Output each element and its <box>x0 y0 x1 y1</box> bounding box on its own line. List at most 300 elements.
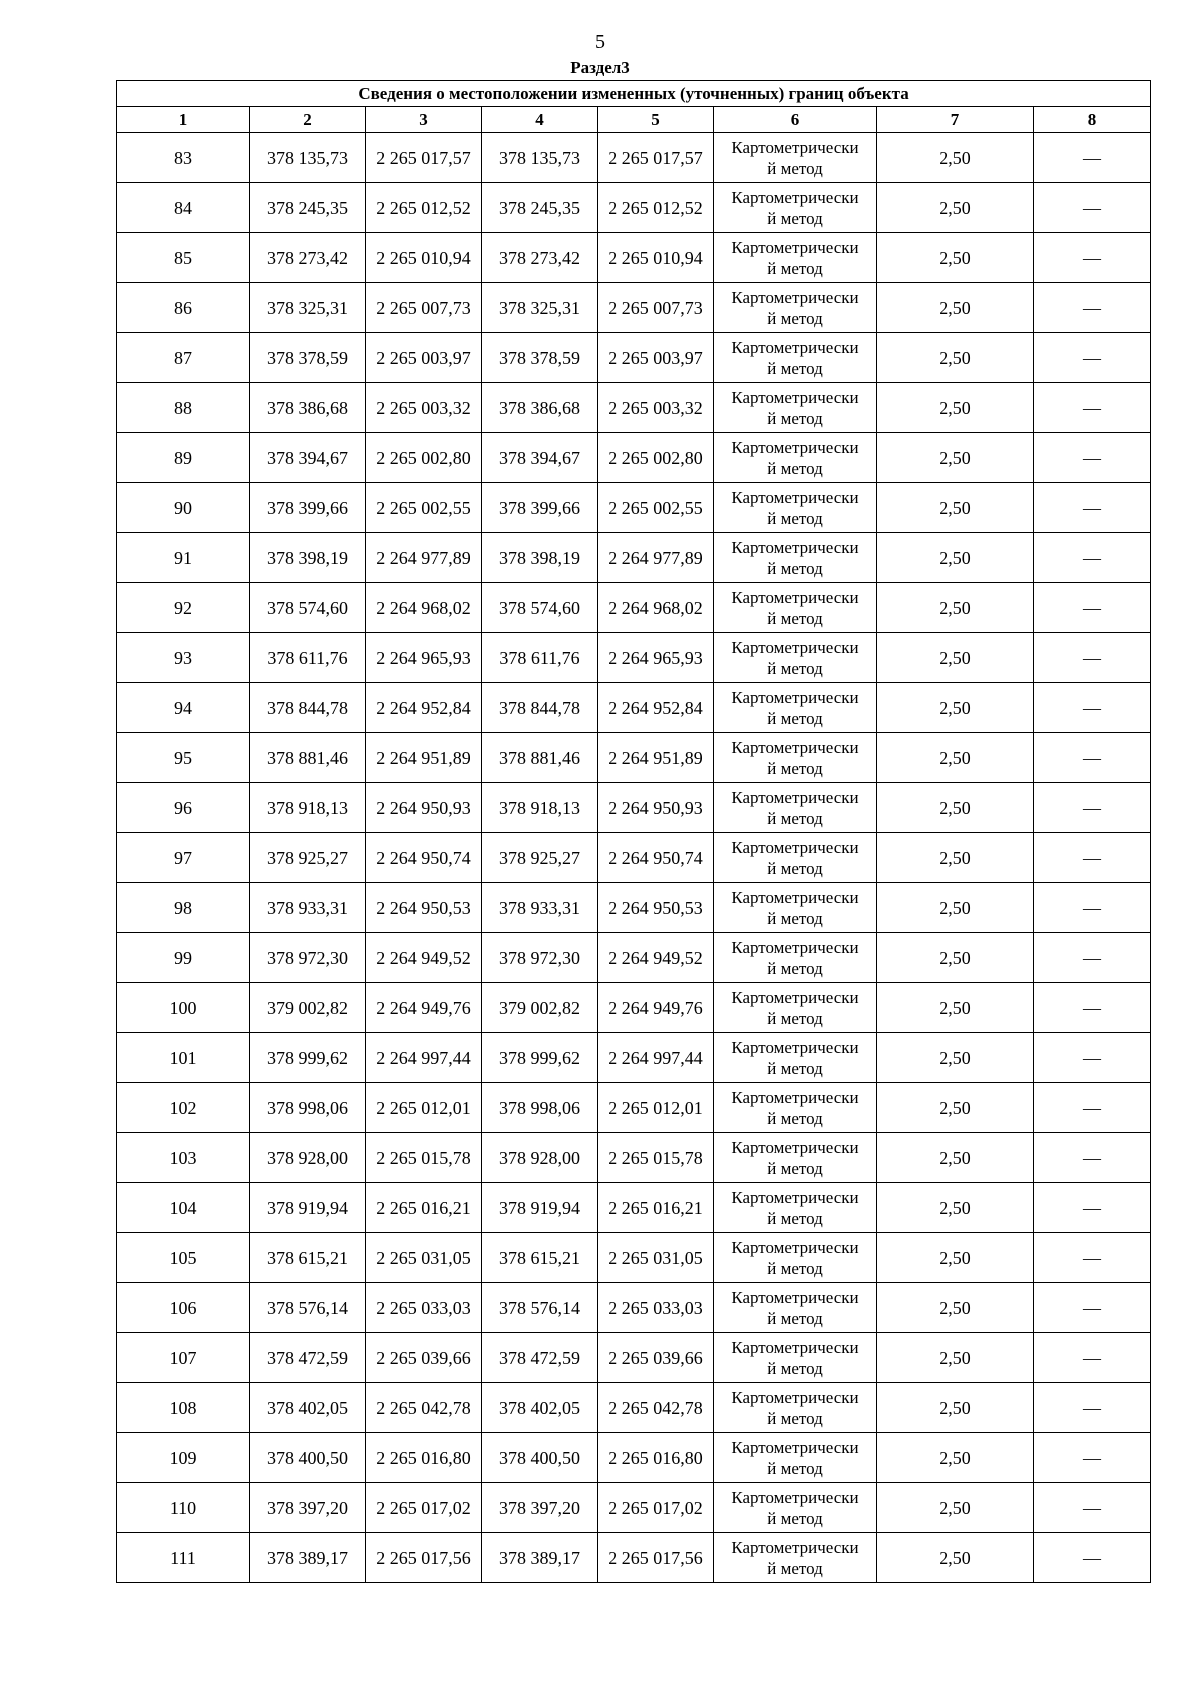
note-cell: — <box>1034 633 1151 683</box>
new-y-cell: 2 265 003,32 <box>598 383 714 433</box>
new-x-cell: 378 615,21 <box>482 1233 598 1283</box>
precision-cell: 2,50 <box>877 733 1034 783</box>
new-x-cell: 378 925,27 <box>482 833 598 883</box>
method-cell <box>714 1183 877 1233</box>
method-text: й метод <box>767 908 823 928</box>
precision-cell: 2,50 <box>877 133 1034 183</box>
method-text: Картометрически <box>731 637 859 657</box>
new-y-cell: 2 264 977,89 <box>598 533 714 583</box>
method-text: Картометрически <box>731 1137 859 1157</box>
table-row <box>117 133 1151 183</box>
method-text: й метод <box>767 1008 823 1028</box>
table-row <box>117 583 1151 633</box>
existing-y-cell: 2 265 017,57 <box>366 133 482 183</box>
method-cell <box>714 533 877 583</box>
new-y-cell: 2 265 039,66 <box>598 1333 714 1383</box>
method-cell <box>714 133 877 183</box>
method-cell <box>714 633 877 683</box>
method-text: Картометрически <box>731 137 859 157</box>
table-row <box>117 833 1151 883</box>
table-row <box>117 1133 1151 1183</box>
method-text: Картометрически <box>731 1037 859 1057</box>
existing-x-cell: 378 325,31 <box>250 283 366 333</box>
table-row <box>117 683 1151 733</box>
precision-cell: 2,50 <box>877 283 1034 333</box>
new-x-cell: 378 844,78 <box>482 683 598 733</box>
new-x-cell: 378 399,66 <box>482 483 598 533</box>
note-cell: — <box>1034 1333 1151 1383</box>
existing-y-cell: 2 265 010,94 <box>366 233 482 283</box>
note-cell: — <box>1034 1183 1151 1233</box>
precision-cell: 2,50 <box>877 1233 1034 1283</box>
method-text: й метод <box>767 258 823 278</box>
existing-y-cell: 2 264 951,89 <box>366 733 482 783</box>
point-number-cell: 93 <box>117 633 250 683</box>
method-text: Картометрически <box>731 337 859 357</box>
method-cell <box>714 983 877 1033</box>
point-number-cell: 101 <box>117 1033 250 1083</box>
method-text: й метод <box>767 1158 823 1178</box>
method-cell <box>714 1283 877 1333</box>
existing-x-cell: 378 881,46 <box>250 733 366 783</box>
point-number-cell: 110 <box>117 1483 250 1533</box>
existing-x-cell: 378 972,30 <box>250 933 366 983</box>
method-text: Картометрически <box>731 1437 859 1457</box>
method-text: Картометрически <box>731 1337 859 1357</box>
new-y-cell: 2 264 949,52 <box>598 933 714 983</box>
point-number-cell: 87 <box>117 333 250 383</box>
section-title: Раздел3 <box>570 58 630 77</box>
existing-y-cell: 2 265 007,73 <box>366 283 482 333</box>
new-x-cell: 378 972,30 <box>482 933 598 983</box>
method-text: Картометрически <box>731 537 859 557</box>
table-row <box>117 1533 1151 1583</box>
new-x-cell: 378 400,50 <box>482 1433 598 1483</box>
table-row <box>117 1083 1151 1133</box>
method-text: Картометрически <box>731 237 859 257</box>
note-cell: — <box>1034 183 1151 233</box>
method-text: й метод <box>767 208 823 228</box>
method-text: й метод <box>767 758 823 778</box>
existing-x-cell: 378 928,00 <box>250 1133 366 1183</box>
method-text: й метод <box>767 508 823 528</box>
method-text: Картометрически <box>731 687 859 707</box>
table-caption: Сведения о местоположении измененных (уточненных) границ объекта <box>117 81 1151 107</box>
table-row <box>117 1483 1151 1533</box>
note-cell: — <box>1034 1383 1151 1433</box>
new-x-cell: 378 386,68 <box>482 383 598 433</box>
existing-x-cell: 378 925,27 <box>250 833 366 883</box>
precision-cell: 2,50 <box>877 1183 1034 1233</box>
existing-y-cell: 2 264 977,89 <box>366 533 482 583</box>
method-text: Картометрически <box>731 487 859 507</box>
precision-cell: 2,50 <box>877 983 1034 1033</box>
existing-x-cell: 378 135,73 <box>250 133 366 183</box>
method-text: й метод <box>767 1258 823 1278</box>
note-cell: — <box>1034 1083 1151 1133</box>
precision-cell: 2,50 <box>877 1133 1034 1183</box>
new-y-cell: 2 265 033,03 <box>598 1283 714 1333</box>
note-cell: — <box>1034 133 1151 183</box>
coordinates-table <box>116 80 1151 1583</box>
new-y-cell: 2 265 017,57 <box>598 133 714 183</box>
method-cell <box>714 1383 877 1433</box>
note-cell: — <box>1034 883 1151 933</box>
new-y-cell: 2 265 017,02 <box>598 1483 714 1533</box>
existing-x-cell: 378 402,05 <box>250 1383 366 1433</box>
method-cell <box>714 1333 877 1383</box>
method-cell <box>714 933 877 983</box>
new-x-cell: 378 576,14 <box>482 1283 598 1333</box>
point-number-cell: 104 <box>117 1183 250 1233</box>
existing-x-cell: 378 998,06 <box>250 1083 366 1133</box>
new-x-cell: 379 002,82 <box>482 983 598 1033</box>
existing-y-cell: 2 265 002,55 <box>366 483 482 533</box>
existing-x-cell: 379 002,82 <box>250 983 366 1033</box>
method-text: й метод <box>767 1208 823 1228</box>
new-y-cell: 2 265 012,01 <box>598 1083 714 1133</box>
note-cell: — <box>1034 683 1151 733</box>
existing-x-cell: 378 273,42 <box>250 233 366 283</box>
precision-cell: 2,50 <box>877 783 1034 833</box>
existing-x-cell: 378 576,14 <box>250 1283 366 1333</box>
method-text: Картометрически <box>731 387 859 407</box>
method-cell <box>714 1433 877 1483</box>
method-text: Картометрически <box>731 987 859 1007</box>
new-y-cell: 2 264 950,93 <box>598 783 714 833</box>
method-cell <box>714 833 877 883</box>
method-cell <box>714 383 877 433</box>
note-cell: — <box>1034 1233 1151 1283</box>
note-cell: — <box>1034 1133 1151 1183</box>
method-text: й метод <box>767 158 823 178</box>
method-text: й метод <box>767 458 823 478</box>
precision-cell: 2,50 <box>877 1533 1034 1583</box>
new-y-cell: 2 265 016,21 <box>598 1183 714 1233</box>
new-x-cell: 378 999,62 <box>482 1033 598 1083</box>
point-number-cell: 86 <box>117 283 250 333</box>
existing-y-cell: 2 265 031,05 <box>366 1233 482 1283</box>
method-cell <box>714 883 877 933</box>
existing-x-cell: 378 394,67 <box>250 433 366 483</box>
existing-y-cell: 2 265 015,78 <box>366 1133 482 1183</box>
point-number-cell: 111 <box>117 1533 250 1583</box>
point-number-cell: 99 <box>117 933 250 983</box>
method-cell <box>714 683 877 733</box>
method-text: й метод <box>767 808 823 828</box>
existing-x-cell: 378 389,17 <box>250 1533 366 1583</box>
existing-x-cell: 378 386,68 <box>250 383 366 433</box>
existing-x-cell: 378 397,20 <box>250 1483 366 1533</box>
method-cell <box>714 1083 877 1133</box>
column-header-8: 8 <box>1034 107 1151 133</box>
method-text: й метод <box>767 1058 823 1078</box>
note-cell: — <box>1034 733 1151 783</box>
new-y-cell: 2 265 042,78 <box>598 1383 714 1433</box>
table-body <box>117 133 1151 1583</box>
note-cell: — <box>1034 583 1151 633</box>
column-header-5: 5 <box>598 107 714 133</box>
existing-y-cell: 2 265 017,56 <box>366 1533 482 1583</box>
method-text: й метод <box>767 358 823 378</box>
table-row <box>117 183 1151 233</box>
note-cell: — <box>1034 783 1151 833</box>
existing-y-cell: 2 265 039,66 <box>366 1333 482 1383</box>
precision-cell: 2,50 <box>877 1433 1034 1483</box>
new-x-cell: 378 245,35 <box>482 183 598 233</box>
precision-cell: 2,50 <box>877 1483 1034 1533</box>
table-row <box>117 1433 1151 1483</box>
new-x-cell: 378 135,73 <box>482 133 598 183</box>
note-cell: — <box>1034 1483 1151 1533</box>
method-cell <box>714 1483 877 1533</box>
note-cell: — <box>1034 433 1151 483</box>
existing-x-cell: 378 378,59 <box>250 333 366 383</box>
existing-x-cell: 378 844,78 <box>250 683 366 733</box>
table-row <box>117 1033 1151 1083</box>
existing-y-cell: 2 264 997,44 <box>366 1033 482 1083</box>
note-cell: — <box>1034 933 1151 983</box>
point-number-cell: 107 <box>117 1333 250 1383</box>
point-number-cell: 105 <box>117 1233 250 1283</box>
note-cell: — <box>1034 233 1151 283</box>
precision-cell: 2,50 <box>877 333 1034 383</box>
table-row <box>117 783 1151 833</box>
method-cell <box>714 283 877 333</box>
column-header-3: 3 <box>366 107 482 133</box>
new-x-cell: 378 928,00 <box>482 1133 598 1183</box>
column-header-2: 2 <box>250 107 366 133</box>
new-y-cell: 2 265 012,52 <box>598 183 714 233</box>
column-header-row <box>117 107 1151 133</box>
existing-y-cell: 2 264 952,84 <box>366 683 482 733</box>
existing-x-cell: 378 919,94 <box>250 1183 366 1233</box>
method-text: й метод <box>767 1308 823 1328</box>
table-row <box>117 533 1151 583</box>
existing-y-cell: 2 264 949,76 <box>366 983 482 1033</box>
precision-cell: 2,50 <box>877 483 1034 533</box>
precision-cell: 2,50 <box>877 1283 1034 1333</box>
method-text: Картометрически <box>731 587 859 607</box>
method-text: Картометрически <box>731 1287 859 1307</box>
note-cell: — <box>1034 1533 1151 1583</box>
precision-cell: 2,50 <box>877 833 1034 883</box>
method-cell <box>714 783 877 833</box>
new-y-cell: 2 265 002,55 <box>598 483 714 533</box>
method-cell <box>714 583 877 633</box>
method-text: Картометрически <box>731 1187 859 1207</box>
existing-y-cell: 2 264 950,74 <box>366 833 482 883</box>
existing-y-cell: 2 265 003,32 <box>366 383 482 433</box>
method-text: Картометрически <box>731 1237 859 1257</box>
method-text: й метод <box>767 1408 823 1428</box>
point-number-cell: 100 <box>117 983 250 1033</box>
method-cell <box>714 483 877 533</box>
point-number-cell: 91 <box>117 533 250 583</box>
method-text: Картометрически <box>731 937 859 957</box>
method-text: й метод <box>767 1558 823 1578</box>
table-row <box>117 1283 1151 1333</box>
new-y-cell: 2 264 968,02 <box>598 583 714 633</box>
new-x-cell: 378 574,60 <box>482 583 598 633</box>
new-y-cell: 2 264 952,84 <box>598 683 714 733</box>
table-row <box>117 1183 1151 1233</box>
method-text: Картометрически <box>731 187 859 207</box>
point-number-cell: 103 <box>117 1133 250 1183</box>
precision-cell: 2,50 <box>877 233 1034 283</box>
existing-y-cell: 2 265 016,21 <box>366 1183 482 1233</box>
new-y-cell: 2 265 015,78 <box>598 1133 714 1183</box>
existing-y-cell: 2 265 012,01 <box>366 1083 482 1133</box>
new-x-cell: 378 397,20 <box>482 1483 598 1533</box>
new-y-cell: 2 265 003,97 <box>598 333 714 383</box>
method-cell <box>714 333 877 383</box>
new-x-cell: 378 919,94 <box>482 1183 598 1233</box>
new-x-cell: 378 378,59 <box>482 333 598 383</box>
existing-x-cell: 378 918,13 <box>250 783 366 833</box>
existing-y-cell: 2 264 968,02 <box>366 583 482 633</box>
note-cell: — <box>1034 383 1151 433</box>
method-cell <box>714 1533 877 1583</box>
existing-x-cell: 378 574,60 <box>250 583 366 633</box>
new-y-cell: 2 265 007,73 <box>598 283 714 333</box>
table-row <box>117 433 1151 483</box>
new-y-cell: 2 265 002,80 <box>598 433 714 483</box>
point-number-cell: 97 <box>117 833 250 883</box>
existing-y-cell: 2 265 012,52 <box>366 183 482 233</box>
existing-y-cell: 2 265 017,02 <box>366 1483 482 1533</box>
note-cell: — <box>1034 983 1151 1033</box>
existing-y-cell: 2 264 950,93 <box>366 783 482 833</box>
method-text: й метод <box>767 1508 823 1528</box>
existing-y-cell: 2 265 033,03 <box>366 1283 482 1333</box>
note-cell: — <box>1034 283 1151 333</box>
table-row <box>117 483 1151 533</box>
precision-cell: 2,50 <box>877 883 1034 933</box>
existing-x-cell: 378 472,59 <box>250 1333 366 1383</box>
point-number-cell: 88 <box>117 383 250 433</box>
new-y-cell: 2 264 951,89 <box>598 733 714 783</box>
existing-y-cell: 2 265 002,80 <box>366 433 482 483</box>
table-row <box>117 383 1151 433</box>
method-text: Картометрически <box>731 787 859 807</box>
column-header-1: 1 <box>117 107 250 133</box>
note-cell: — <box>1034 533 1151 583</box>
precision-cell: 2,50 <box>877 383 1034 433</box>
table-row <box>117 1333 1151 1383</box>
table-row <box>117 733 1151 783</box>
table-row <box>117 1383 1151 1433</box>
new-y-cell: 2 264 997,44 <box>598 1033 714 1083</box>
method-cell <box>714 1133 877 1183</box>
precision-cell: 2,50 <box>877 633 1034 683</box>
point-number-cell: 102 <box>117 1083 250 1133</box>
precision-cell: 2,50 <box>877 1333 1034 1383</box>
point-number-cell: 106 <box>117 1283 250 1333</box>
existing-y-cell: 2 265 003,97 <box>366 333 482 383</box>
existing-x-cell: 378 399,66 <box>250 483 366 533</box>
new-x-cell: 378 273,42 <box>482 233 598 283</box>
table-row <box>117 983 1151 1033</box>
existing-y-cell: 2 265 016,80 <box>366 1433 482 1483</box>
new-y-cell: 2 265 017,56 <box>598 1533 714 1583</box>
precision-cell: 2,50 <box>877 183 1034 233</box>
new-y-cell: 2 264 965,93 <box>598 633 714 683</box>
new-y-cell: 2 265 016,80 <box>598 1433 714 1483</box>
new-x-cell: 378 998,06 <box>482 1083 598 1133</box>
method-cell <box>714 733 877 783</box>
new-x-cell: 378 398,19 <box>482 533 598 583</box>
point-number-cell: 83 <box>117 133 250 183</box>
point-number-cell: 108 <box>117 1383 250 1433</box>
method-cell <box>714 433 877 483</box>
table-row <box>117 233 1151 283</box>
precision-cell: 2,50 <box>877 933 1034 983</box>
new-x-cell: 378 918,13 <box>482 783 598 833</box>
point-number-cell: 92 <box>117 583 250 633</box>
existing-x-cell: 378 245,35 <box>250 183 366 233</box>
note-cell: — <box>1034 1033 1151 1083</box>
existing-x-cell: 378 611,76 <box>250 633 366 683</box>
new-y-cell: 2 264 950,53 <box>598 883 714 933</box>
new-y-cell: 2 264 950,74 <box>598 833 714 883</box>
method-text: й метод <box>767 1458 823 1478</box>
point-number-cell: 95 <box>117 733 250 783</box>
new-y-cell: 2 265 031,05 <box>598 1233 714 1283</box>
table-row <box>117 633 1151 683</box>
new-y-cell: 2 265 010,94 <box>598 233 714 283</box>
method-text: й метод <box>767 958 823 978</box>
precision-cell: 2,50 <box>877 433 1034 483</box>
precision-cell: 2,50 <box>877 1033 1034 1083</box>
existing-x-cell: 378 999,62 <box>250 1033 366 1083</box>
precision-cell: 2,50 <box>877 1083 1034 1133</box>
point-number-cell: 84 <box>117 183 250 233</box>
page-number: 5 <box>595 31 605 53</box>
method-text: Картометрически <box>731 1537 859 1557</box>
existing-x-cell: 378 398,19 <box>250 533 366 583</box>
point-number-cell: 89 <box>117 433 250 483</box>
method-text: Картометрически <box>731 437 859 457</box>
new-y-cell: 2 264 949,76 <box>598 983 714 1033</box>
method-text: Картометрически <box>731 1387 859 1407</box>
existing-y-cell: 2 264 965,93 <box>366 633 482 683</box>
method-text: й метод <box>767 558 823 578</box>
point-number-cell: 98 <box>117 883 250 933</box>
new-x-cell: 378 472,59 <box>482 1333 598 1383</box>
new-x-cell: 378 394,67 <box>482 433 598 483</box>
note-cell: — <box>1034 1433 1151 1483</box>
table-row <box>117 933 1151 983</box>
method-text: Картометрически <box>731 1487 859 1507</box>
point-number-cell: 94 <box>117 683 250 733</box>
method-text: й метод <box>767 708 823 728</box>
point-number-cell: 96 <box>117 783 250 833</box>
method-text: й метод <box>767 1108 823 1128</box>
precision-cell: 2,50 <box>877 533 1034 583</box>
existing-y-cell: 2 264 949,52 <box>366 933 482 983</box>
existing-y-cell: 2 265 042,78 <box>366 1383 482 1433</box>
column-header-7: 7 <box>877 107 1034 133</box>
method-text: й метод <box>767 1358 823 1378</box>
precision-cell: 2,50 <box>877 583 1034 633</box>
column-header-6: 6 <box>714 107 877 133</box>
table-row <box>117 883 1151 933</box>
method-cell <box>714 1033 877 1083</box>
new-x-cell: 378 933,31 <box>482 883 598 933</box>
new-x-cell: 378 325,31 <box>482 283 598 333</box>
existing-x-cell: 378 400,50 <box>250 1433 366 1483</box>
